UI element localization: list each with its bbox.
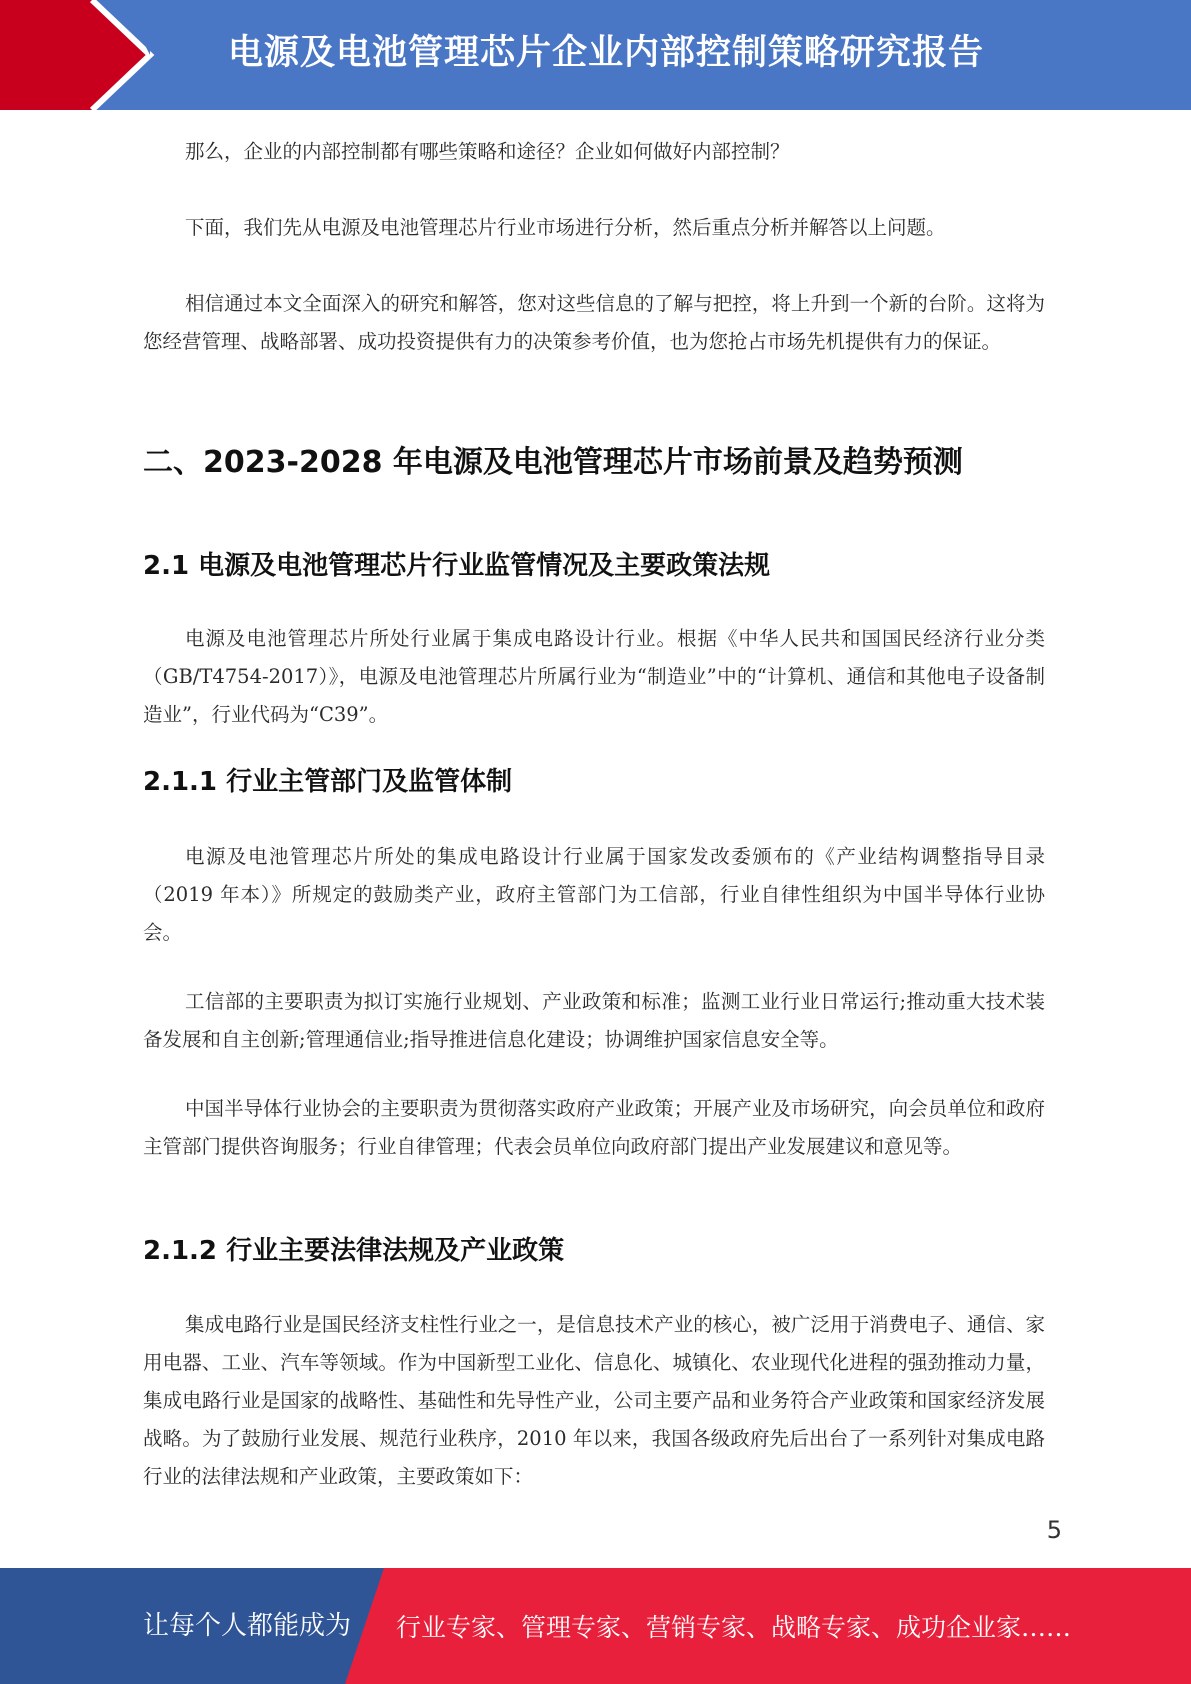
subsection-heading-2-1: 2.1 电源及电池管理芯片行业监管情况及主要政策法规 xyxy=(143,551,771,581)
paragraph-industry-classification: 电源及电池管理芯片所处行业属于集成电路设计行业。根据《中华人民共和国国民经济行业分类（GB/T4754-2017）》，电源及电池管理芯片所属行业为“制造业”中的“计算机、通信和其他电子设备制造业”，行业代码为“C39”。 xyxy=(143,627,1045,726)
section-heading: 二、2023-2028 年电源及电池管理芯片市场前景及趋势预测 xyxy=(143,445,963,480)
paragraph-regulatory-authority: 电源及电池管理芯片所处的集成电路设计行业属于国家发改委颁布的《产业结构调整指导目录（2019 年本）》所规定的鼓励类产业，政府主管部门为工信部，行业自律性组织为中国半导体行业协会。 xyxy=(143,845,1045,944)
paragraph-intro-plan: 下面，我们先从电源及电池管理芯片行业市场进行分析，然后重点分析并解答以上问题。 xyxy=(185,216,946,239)
subsection-heading-2-1-1: 2.1.1 行业主管部门及监管体制 xyxy=(143,767,513,797)
footer-banner xyxy=(0,1568,1191,1684)
paragraph-association-duties: 中国半导体行业协会的主要职责为贯彻落实政府产业政策；开展产业及市场研究，向会员单位和政府主管部门提供咨询服务；行业自律管理；代表会员单位向政府部门提出产业发展建议和意见等。 xyxy=(143,1097,1045,1158)
header-banner xyxy=(0,0,1191,110)
paragraph-intro-question: 那么，企业的内部控制都有哪些策略和途径？企业如何做好内部控制？ xyxy=(185,140,790,163)
page-number: 5 xyxy=(1046,1516,1062,1544)
paragraph-miit-duties: 工信部的主要职责为拟订实施行业规划、产业政策和标准；监测工业行业日常运行;推动重大技术装备发展和自主创新;管理通信业;指导推进信息化建设；协调维护国家信息安全等。 xyxy=(143,990,1045,1051)
report-title: 电源及电池管理芯片企业内部控制策略研究报告 xyxy=(228,33,985,73)
paragraph-policies: 集成电路行业是国民经济支柱性行业之一，是信息技术产业的核心，被广泛用于消费电子、通信、家用电器、工业、汽车等领域。作为中国新型工业化、信息化、城镇化、农业现代化进程的强劲推动力量，集成电路行业是国家的战略性、基础性和先导性产业，公司主要产品和业务符合产业政策和国家经济发展战略。为了鼓励行业发展、规范行业秩序，2010 年以来，我国各级政府先后出台了一系列针对集成电路行业的法律法规和产业政策，主要政策如下： xyxy=(143,1313,1045,1488)
subsection-heading-2-1-2: 2.1.2 行业主要法律法规及产业政策 xyxy=(143,1236,565,1266)
paragraph-intro-value: 相信通过本文全面深入的研究和解答，您对这些信息的了解与把控，将上升到一个新的台阶。这将为您经营管理、战略部署、成功投资提供有力的决策参考价值，也为您抢占市场先机提供有力的保证。 xyxy=(143,292,1045,353)
footer-slogan-right: 行业专家、管理专家、营销专家、战略专家、成功企业家…… xyxy=(396,1613,1072,1642)
footer-slogan-left: 让每个人都能成为 xyxy=(143,1611,352,1641)
